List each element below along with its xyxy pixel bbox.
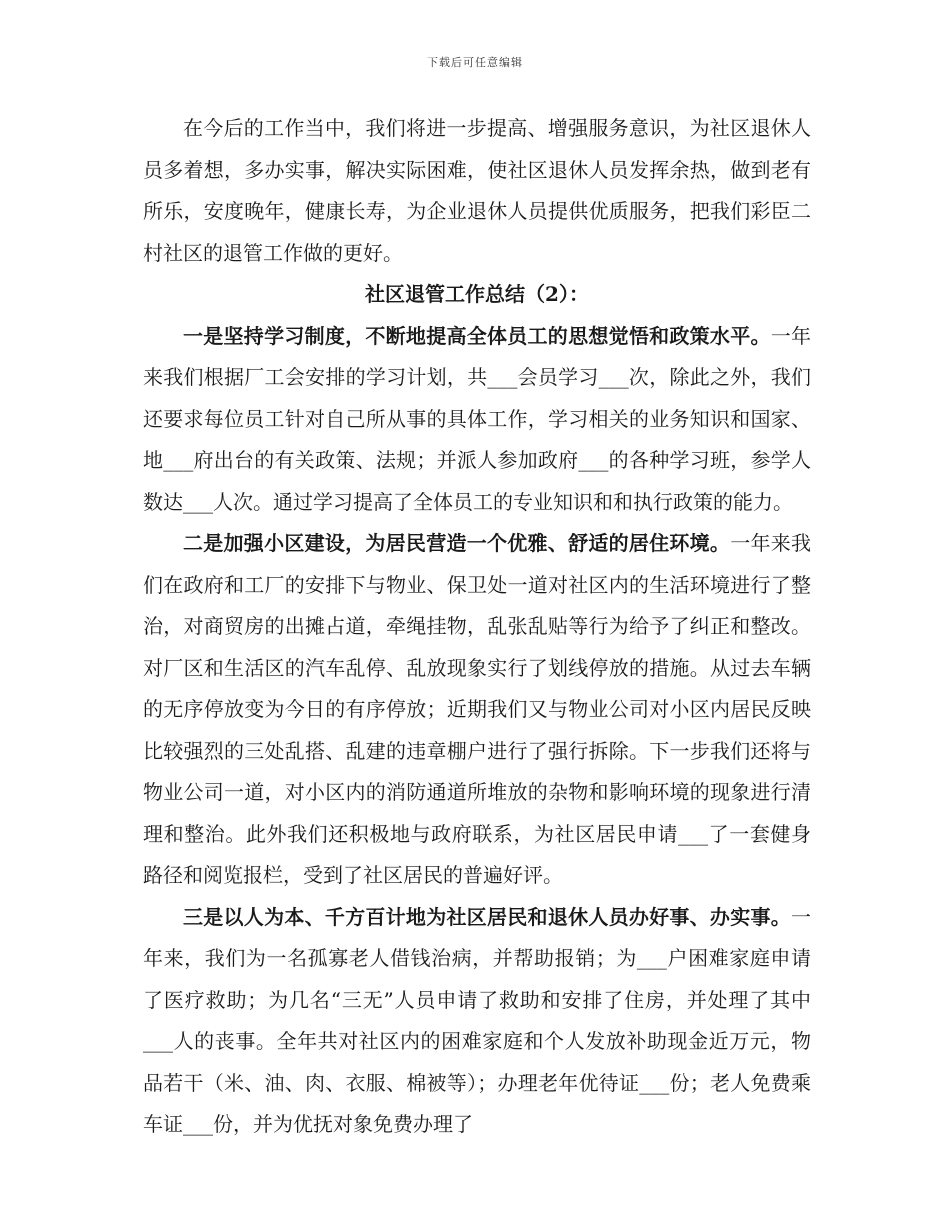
document-body (143, 108, 811, 1146)
paragraph-people-oriented (143, 897, 811, 1146)
paragraph-text: 一年来，我们为一名孤寡老人借钱治病，并帮助报销；为___户困难家庭申请了医疗救助；为几名“三无”人员申请了救助和安排了住房，并处理了其中___人的丧事。全年共对社区内的困难家庭和个人发放补助现金近万元，物品若干（米、油、肉、衣服、棉被等）；办理老年优待证___份；老人免费乘车证___份，并为优抚对象免费办理了 (143, 904, 811, 1136)
paragraph-text: 一年来我们根据厂工会安排的学习计划，共___会员学习___次，除此之外，我们还要求每位员工针对自己所从事的具体工作，学习相关的业务知识和国家、地___府出台的有关政策、法规；并派人参加政府___的各种学习班，参学人数达___人次。通过学习提高了全体员工的专业知识和和执行政策的能力。 (143, 323, 812, 514)
paragraph-community-building (143, 523, 811, 897)
paragraph-study-system (143, 316, 811, 524)
paragraph-lead: 一是坚持学习制度，不断地提高全体员工的思想觉悟和政策水平。 (183, 323, 771, 348)
page-header: 下载后可任意编辑 (427, 56, 523, 69)
paragraph-closing: 在今后的工作当中，我们将进一步提高、增强服务意识，为社区退休人员多着想，多办实事，解决实际困难，使社区退休人员发挥余热，做到老有所乐，安度晚年，健康长寿，为企业退休人员提供优质服务，把我们彩臣二村社区的退管工作做的更好。 (143, 116, 811, 265)
paragraph-text: 一年来我们在政府和工厂的安排下与物业、保卫处一道对社区内的生活环境进行了整治，对商贸房的出摊占道，牵绳挂物，乱张乱贴等行为给予了纠正和整改。对厂区和生活区的汽车乱停、乱放现象实行了划线停放的措施。从过去车辆的无序停放变为今日的有序停放；近期我们又与物业公司对小区内居民反映比较强烈的三处乱搭、乱建的违章棚户进行了强行拆除。下一步我们还将与物业公司一道，对小区内的消防通道所堆放的杂物和影响环境的现象进行清理和整治。此外我们还积极地与政府联系，为社区居民申请___了一套健身路径和阅览报栏，受到了社区居民的普遍好评。 (143, 531, 812, 887)
paragraph-lead: 二是加强小区建设，为居民营造一个优雅、舒适的居住环境。 (183, 531, 731, 555)
section-heading: 社区退管工作总结（2）： (365, 282, 589, 306)
paragraph-lead: 三是以人为本、千方百计地为社区居民和退休人员办好事、办实事。 (183, 904, 791, 929)
